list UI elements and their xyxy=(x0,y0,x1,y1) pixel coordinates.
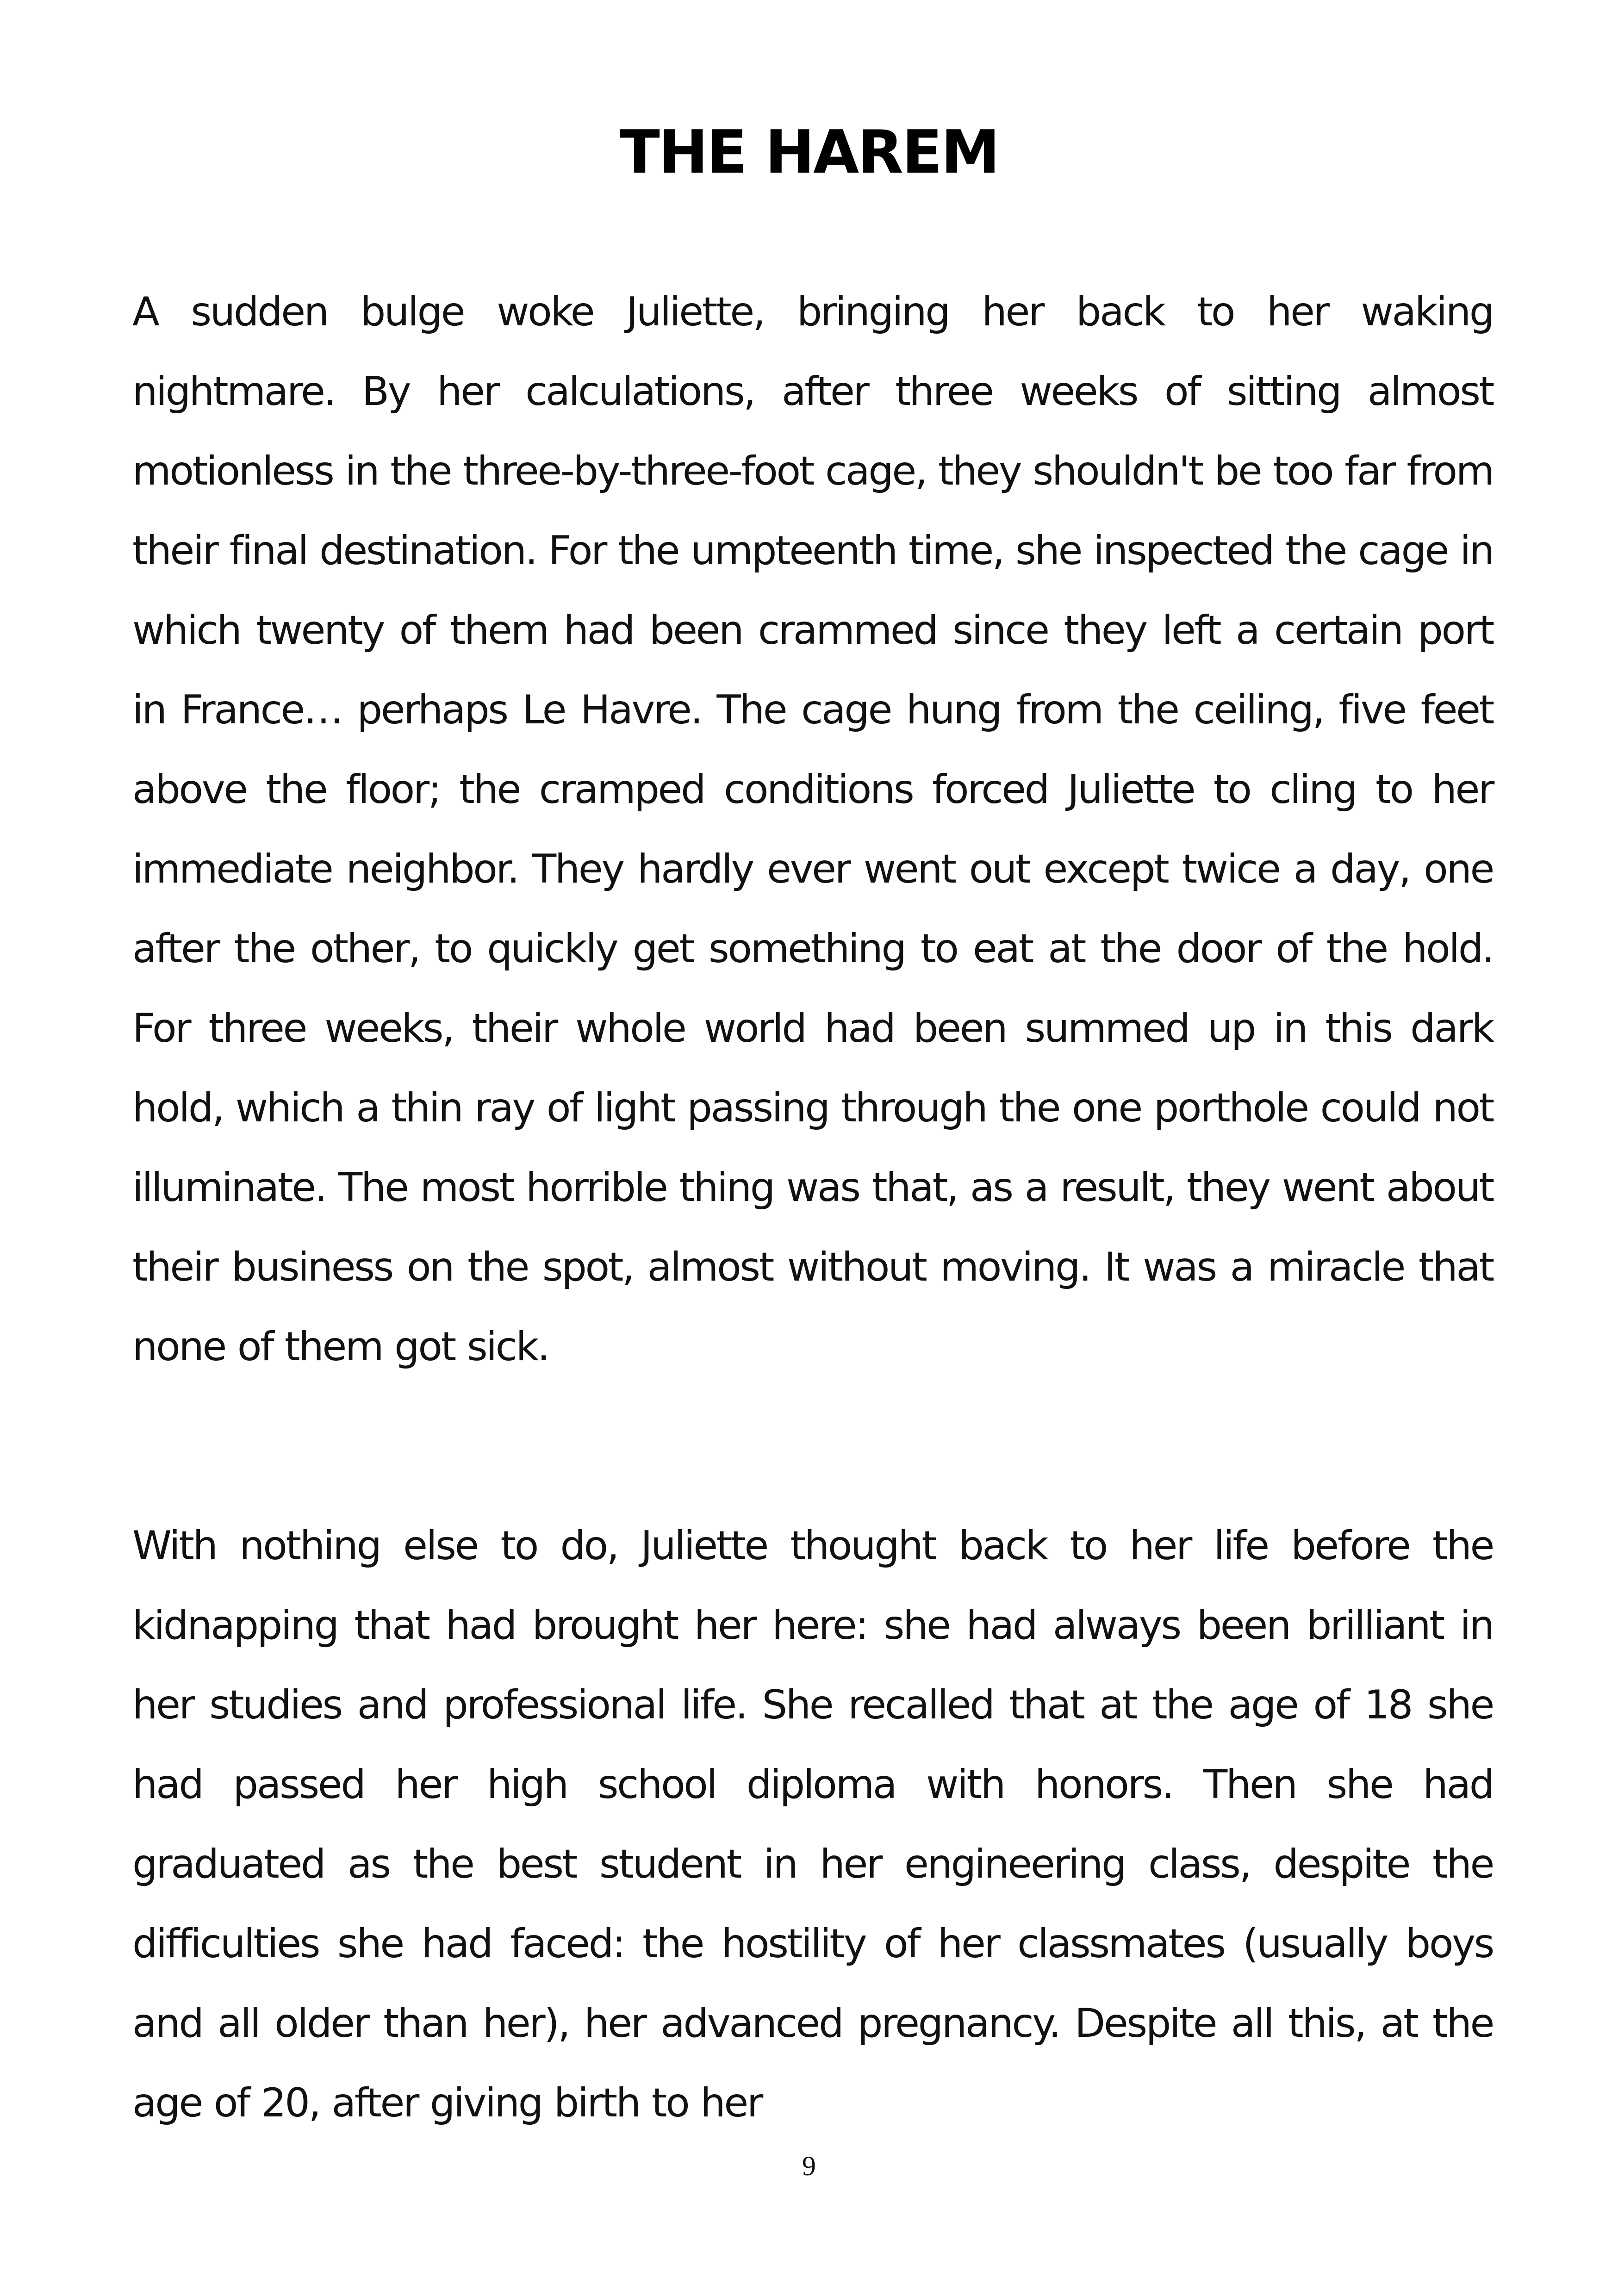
chapter-title: THE HAREM xyxy=(619,118,999,187)
body-paragraph: With nothing else to do, Juliette thought back to her life before the kidnapping that had brought her here: she had always been brilliant in her studies and professional life. She recalled that at the age of 18 she had passed her high school diploma with honors. Then she had graduated as the best student in her engineering class, despite the difficulties she had faced: the hostility of her classmates (usually boys and all older than her), her advanced pregnancy. Despite all this, at the age of 20, after giving birth to her xyxy=(132,1523,1493,2126)
page-number: 9 xyxy=(802,2151,816,2181)
body-paragraph: A sudden bulge woke Juliette, bringing her back to her waking nightmare. By her calculations, after three weeks of sitting almost motionless in the three-by-three-foot cage, they shouldn't be too far from their final destination. For the umpteenth time, she inspected the cage in which twenty of them had been crammed since they left a certain port in France… perhaps Le Havre. The cage hung from the ceiling, five feet above the floor; the cramped conditions forced Juliette to cling to her immediate neighbor. They hardly ever went out except twice a day, one after the other, to quickly get something to eat at the door of the hold. For three weeks, their whole world had been summed up in this dark hold, which a thin ray of light passing through the one porthole could not illuminate. The most horrible thing was that, as a result, they went about their business on the spot, almost without moving. It was a miracle that none of them got sick. xyxy=(132,289,1493,1370)
